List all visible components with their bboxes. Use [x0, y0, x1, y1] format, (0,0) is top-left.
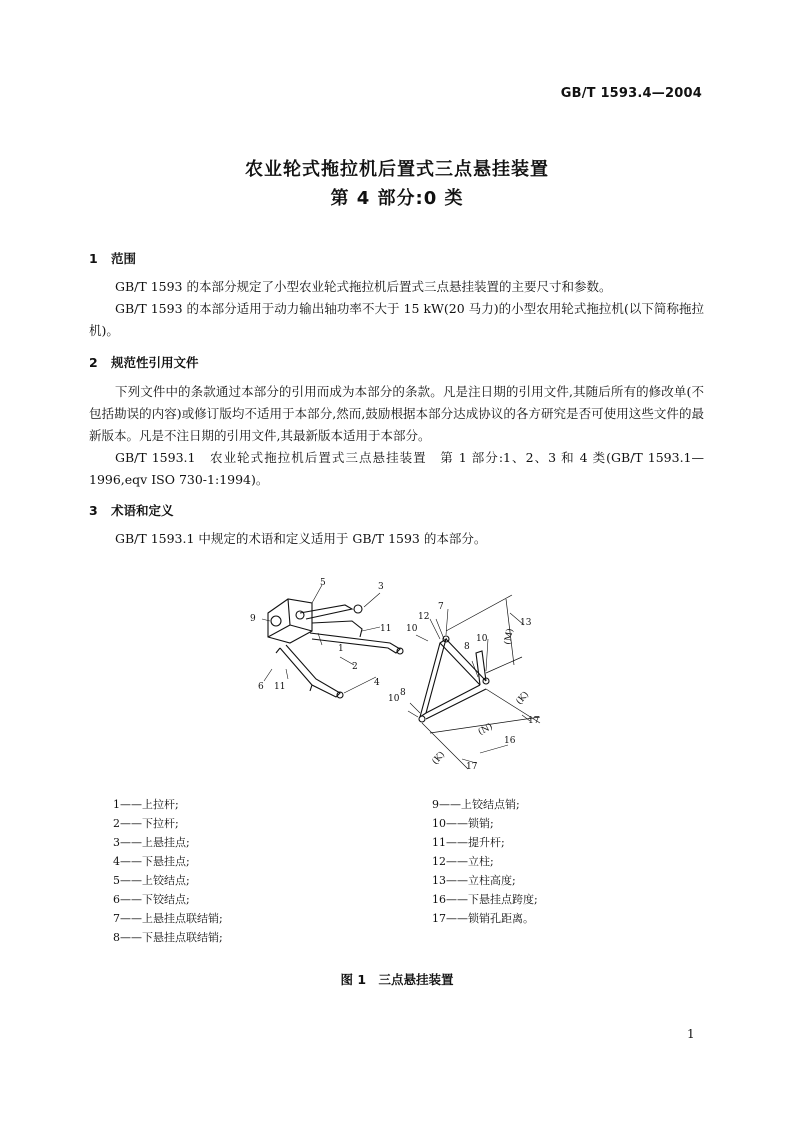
legend-item: 17——锁销孔距离。 [432, 912, 534, 925]
three-point-hitch-figure [240, 573, 550, 773]
legend-item: 6——下铰结点; [113, 893, 190, 906]
legend-item: 8——下悬挂点联结销; [113, 931, 223, 944]
callout-11b: 11 [274, 682, 286, 692]
paragraph: GB/T 1593.1 中规定的术语和定义适用于 GB/T 1593 的本部分。 [115, 531, 487, 546]
legend-item: 13——立柱高度; [432, 874, 516, 887]
paragraph: GB/T 1593.1 农业轮式拖拉机后置式三点悬挂装置 第 1 部分:1、2、3 和 4 类(GB/T 1593.1—1996,eqv ISO 730-1:1994)。 [89, 450, 704, 487]
legend-item: 1——上拉杆; [113, 798, 179, 811]
paragraph: GB/T 1593 的本部分适用于动力输出轴功率不大于 15 kW(20 马力)的小型农用轮式拖拉机(以下简称拖拉机)。 [89, 301, 704, 338]
dim-label-k: (K) [514, 689, 532, 707]
standard-number: GB/T 1593.4—2004 [560, 86, 702, 101]
legend-item: 16——下悬挂点跨度; [432, 893, 538, 906]
section-heading-1 [89, 249, 136, 267]
page-title: 农业轮式拖拉机后置式三点悬挂装置 [245, 159, 549, 180]
callout-1: 1 [338, 644, 344, 654]
page-number: 1 [687, 1027, 695, 1041]
callout-6: 6 [258, 682, 264, 692]
callout-17b: 17 [466, 762, 478, 772]
section-title: 规范性引用文件 [111, 355, 199, 370]
callout-17: 17 [528, 716, 540, 726]
legend-item: 10——锁销; [432, 817, 494, 830]
paragraph: GB/T 1593 的本部分规定了小型农业轮式拖拉机后置式三点悬挂装置的主要尺寸和参数。 [115, 279, 612, 294]
section-number: 1 [89, 251, 98, 266]
legend-item: 5——上铰结点; [113, 874, 190, 887]
legend-item: 4——下悬挂点; [113, 855, 190, 868]
callout-3: 3 [378, 582, 384, 592]
section-heading-3 [89, 501, 174, 519]
page-subtitle: 第 4 部分:0 类 [330, 188, 464, 209]
callout-5: 5 [320, 578, 326, 588]
section-title: 范围 [111, 251, 137, 266]
callout-4: 4 [374, 678, 380, 688]
callout-8: 8 [464, 642, 470, 652]
legend-item: 11——提升杆; [432, 836, 505, 849]
callout-10: 10 [406, 624, 418, 634]
dim-label-n: (N) [476, 721, 495, 738]
figure-caption: 图 1 三点悬挂装置 [340, 972, 454, 987]
section-number: 2 [89, 355, 98, 370]
section-number: 3 [89, 503, 98, 518]
legend-item: 9——上铰结点销; [432, 798, 520, 811]
callout-7: 7 [438, 602, 444, 612]
callout-8b: 8 [400, 688, 406, 698]
callout-12: 12 [418, 612, 430, 622]
legend-item: 2——下拉杆; [113, 817, 179, 830]
paragraph: 下列文件中的条款通过本部分的引用而成为本部分的条款。凡是注日期的引用文件,其随后所有的修改单(不包括勘误的内容)或修订版均不适用于本部分,然而,鼓励根据本部分达成协议的各方研究是否可使用这些文件的最新版本。凡是不注日期的引用文件,其最新版本适用于本部分。 [89, 384, 704, 443]
callout-9: 9 [250, 614, 256, 624]
section-title: 术语和定义 [111, 503, 174, 518]
callout-16: 16 [504, 736, 516, 746]
callout-13: 13 [520, 618, 532, 628]
callout-11: 11 [380, 624, 392, 634]
callout-10c: 10 [388, 694, 400, 704]
legend-item: 7——上悬挂点联结销; [113, 912, 223, 925]
callout-2: 2 [352, 662, 358, 672]
dim-label-m: (M) [503, 627, 516, 646]
legend-left [113, 795, 223, 947]
legend-item: 3——上悬挂点; [113, 836, 190, 849]
legend-right [432, 795, 538, 928]
callout-10b: 10 [476, 634, 488, 644]
legend-item: 12——立柱; [432, 855, 494, 868]
section-heading-2 [89, 353, 199, 371]
dim-label-k2: (K) [430, 749, 448, 767]
